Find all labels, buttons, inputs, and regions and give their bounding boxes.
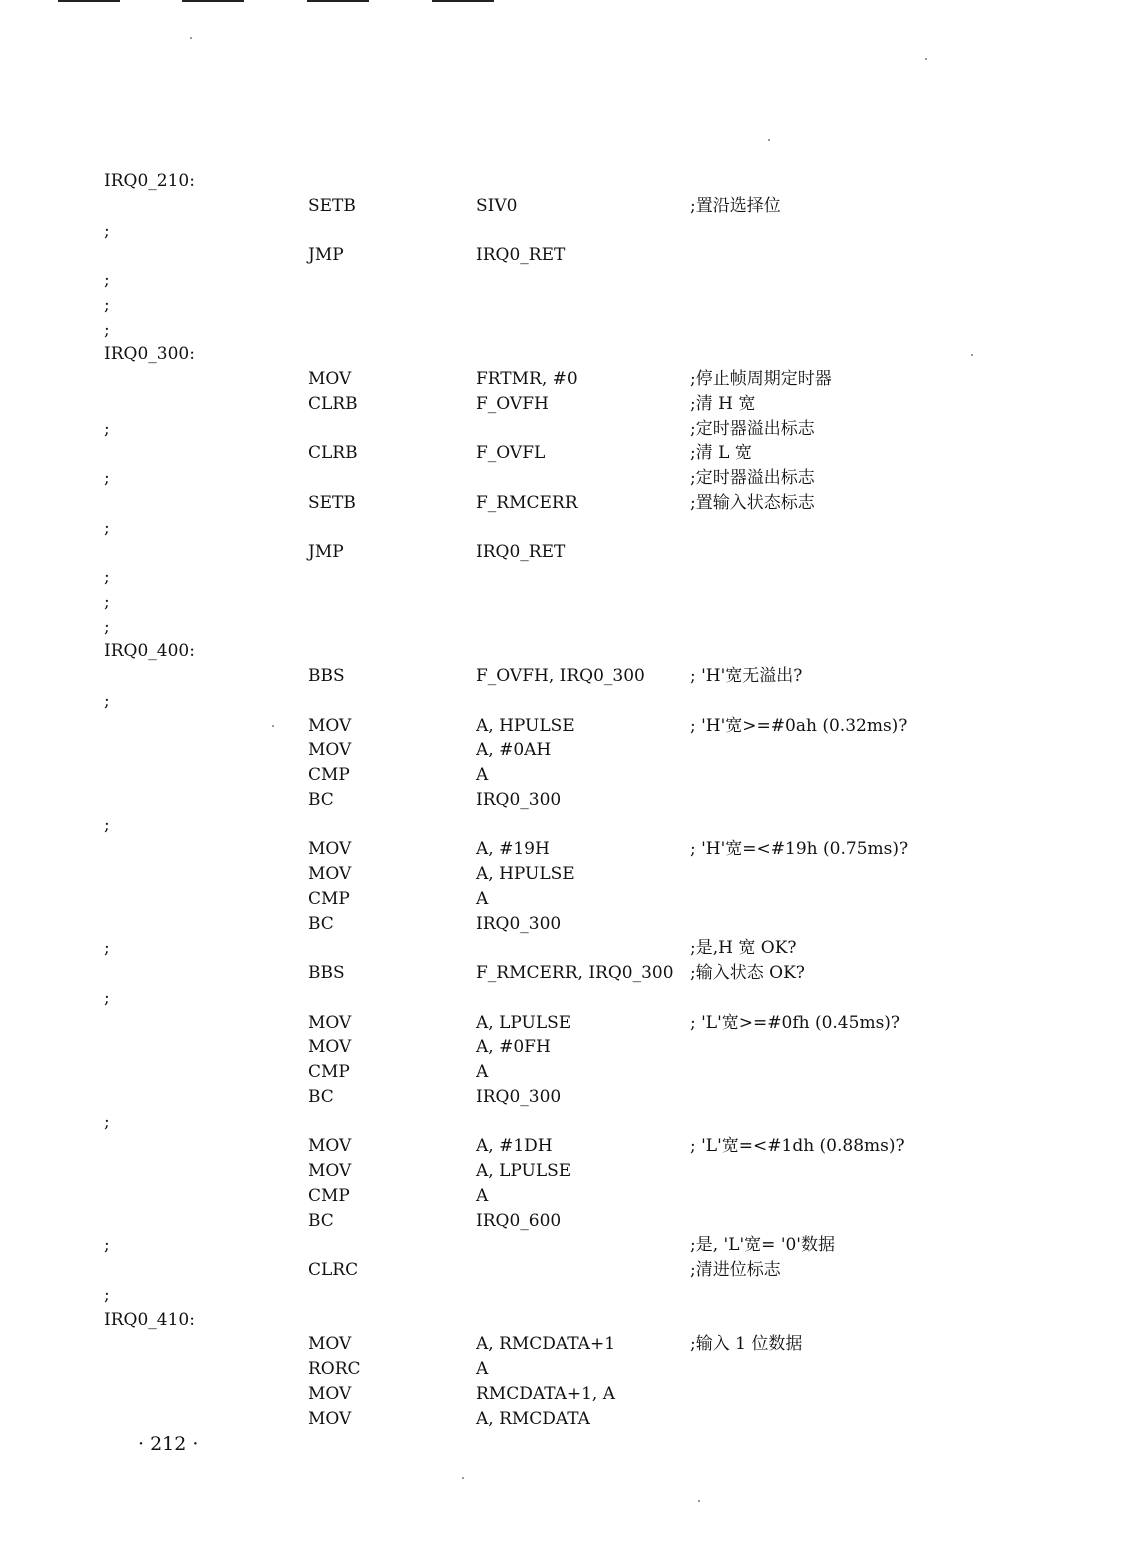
code-operand: A, HPULSE xyxy=(476,864,575,884)
code-label: ; xyxy=(104,418,110,439)
code-line xyxy=(0,639,1122,664)
code-opcode: SETB xyxy=(308,492,356,513)
header-rule xyxy=(182,0,244,2)
code-line xyxy=(0,1357,1122,1382)
code-label: ; xyxy=(104,1235,110,1256)
code-line xyxy=(0,1209,1122,1234)
code-opcode: CMP xyxy=(308,888,350,909)
code-line xyxy=(0,1085,1122,1110)
code-operand: IRQ0_300 xyxy=(476,1086,562,1107)
code-line xyxy=(0,590,1122,615)
code-line xyxy=(0,268,1122,293)
code-operand: A xyxy=(476,1062,489,1082)
code-line xyxy=(0,540,1122,565)
code-opcode: SETB xyxy=(308,195,356,216)
scan-speck xyxy=(190,37,192,39)
code-line xyxy=(0,194,1122,219)
code-line xyxy=(0,1159,1122,1184)
code-line xyxy=(0,516,1122,541)
code-comment: ;定时器溢出标志 xyxy=(690,468,815,488)
code-comment: ; 'L'宽=<#1dh (0.88ms)? xyxy=(690,1136,905,1157)
code-comment: ;置输入状态标志 xyxy=(690,492,815,513)
code-operand: A, #19H xyxy=(476,839,550,860)
code-line xyxy=(0,1332,1122,1357)
code-operand: RMCDATA+1, A xyxy=(476,1383,616,1404)
code-line xyxy=(0,491,1122,516)
code-opcode: BBS xyxy=(308,666,345,686)
code-operand: IRQ0_300 xyxy=(476,789,562,810)
code-operand: IRQ0_300 xyxy=(476,913,562,934)
header-rule xyxy=(307,0,369,2)
code-label: ; xyxy=(104,220,110,241)
code-operand: A xyxy=(476,888,489,909)
code-comment: ; 'H'宽=<#19h (0.75ms)? xyxy=(690,839,909,860)
code-comment: ;清进位标志 xyxy=(690,1260,781,1280)
code-opcode: MOV xyxy=(308,864,352,884)
code-line xyxy=(0,887,1122,912)
code-comment: ; 'H'宽>=#0ah (0.32ms)? xyxy=(690,715,908,736)
code-label: ; xyxy=(104,1111,110,1132)
scan-speck xyxy=(768,139,770,141)
code-label: ; xyxy=(104,567,110,587)
code-opcode: CMP xyxy=(308,765,350,785)
code-operand: A, RMCDATA xyxy=(476,1408,590,1429)
code-opcode: MOV xyxy=(308,740,352,761)
code-line xyxy=(0,1184,1122,1209)
code-operand: A, #0FH xyxy=(476,1037,551,1058)
page-number: · 212 · xyxy=(138,1433,199,1455)
code-line xyxy=(0,219,1122,244)
code-comment: ;清 L 宽 xyxy=(690,443,752,464)
code-line xyxy=(0,738,1122,763)
code-comment: ;停止帧周期定时器 xyxy=(690,369,832,389)
code-line xyxy=(0,441,1122,466)
code-operand: A, LPULSE xyxy=(476,1012,572,1033)
code-operand: F_RMCERR xyxy=(476,492,578,513)
code-operand: F_OVFL xyxy=(476,443,546,464)
code-line xyxy=(0,565,1122,590)
code-line xyxy=(0,615,1122,640)
code-line xyxy=(0,837,1122,862)
code-comment: ; 'H'宽无溢出? xyxy=(690,666,803,686)
code-opcode: MOV xyxy=(308,1408,352,1429)
code-line xyxy=(0,293,1122,318)
code-label: IRQ0_400: xyxy=(104,641,195,662)
code-line xyxy=(0,417,1122,442)
code-opcode: MOV xyxy=(308,1383,352,1404)
code-operand: F_OVFH, IRQ0_300 xyxy=(476,666,645,686)
scan-speck xyxy=(925,58,927,60)
code-comment: ;置沿选择位 xyxy=(690,195,781,216)
code-line xyxy=(0,912,1122,937)
code-comment: ;清 H 宽 xyxy=(690,393,756,414)
code-label: ; xyxy=(104,814,110,835)
code-comment: ;是,H 宽 OK? xyxy=(690,938,797,959)
code-operand: IRQ0_RET xyxy=(476,542,566,563)
code-label: ; xyxy=(104,270,110,290)
code-label: IRQ0_210: xyxy=(104,171,195,191)
header-rule xyxy=(432,0,494,2)
code-operand: F_OVFH xyxy=(476,393,549,414)
code-line xyxy=(0,1110,1122,1135)
code-label: ; xyxy=(104,1284,110,1305)
code-opcode: MOV xyxy=(308,1161,352,1181)
code-line xyxy=(0,862,1122,887)
code-label: ; xyxy=(104,517,110,538)
code-operand: FRTMR, #0 xyxy=(476,369,578,389)
scan-speck xyxy=(698,1500,700,1502)
code-opcode: MOV xyxy=(308,1136,352,1157)
code-line xyxy=(0,788,1122,813)
code-line xyxy=(0,936,1122,961)
code-line xyxy=(0,664,1122,689)
code-line xyxy=(0,169,1122,194)
code-operand: A xyxy=(476,1185,489,1206)
code-label: IRQ0_410: xyxy=(104,1309,195,1330)
code-operand: A xyxy=(476,765,489,785)
code-opcode: BC xyxy=(308,1086,334,1107)
code-opcode: CLRB xyxy=(308,443,358,464)
code-line xyxy=(0,1382,1122,1407)
code-opcode: JMP xyxy=(308,245,344,266)
code-opcode: BC xyxy=(308,1210,334,1231)
code-label: IRQ0_300: xyxy=(104,344,195,365)
code-comment: ;输入 1 位数据 xyxy=(690,1334,803,1355)
code-line xyxy=(0,243,1122,268)
code-opcode: BBS xyxy=(308,963,345,983)
code-opcode: CLRC xyxy=(308,1260,359,1280)
code-opcode: CMP xyxy=(308,1062,350,1082)
code-label: ; xyxy=(104,616,110,637)
code-operand: A, LPULSE xyxy=(476,1161,572,1181)
code-line xyxy=(0,813,1122,838)
code-label: ; xyxy=(104,294,110,315)
code-opcode: BC xyxy=(308,789,334,810)
code-operand: A, HPULSE xyxy=(476,715,575,736)
code-opcode: MOV xyxy=(308,369,352,389)
code-opcode: MOV xyxy=(308,1334,352,1355)
code-operand: A xyxy=(476,1359,489,1379)
code-line xyxy=(0,1011,1122,1036)
code-line xyxy=(0,342,1122,367)
code-opcode: CMP xyxy=(308,1185,350,1206)
code-operand: A, RMCDATA+1 xyxy=(476,1334,616,1355)
code-operand: IRQ0_RET xyxy=(476,245,566,266)
code-comment: ;是, 'L'宽= '0'数据 xyxy=(690,1235,835,1256)
code-label: ; xyxy=(104,319,110,340)
code-comment: ; 'L'宽>=#0fh (0.45ms)? xyxy=(690,1012,901,1033)
code-line xyxy=(0,1308,1122,1333)
code-comment: ;定时器溢出标志 xyxy=(690,418,815,439)
code-opcode: MOV xyxy=(308,1037,352,1058)
code-line xyxy=(0,961,1122,986)
code-label: ; xyxy=(104,987,110,1008)
code-label: ; xyxy=(104,468,110,488)
code-line xyxy=(0,689,1122,714)
code-line xyxy=(0,1233,1122,1258)
code-line xyxy=(0,1407,1122,1432)
code-operand: F_RMCERR, IRQ0_300 xyxy=(476,963,674,983)
code-line xyxy=(0,1035,1122,1060)
code-label: ; xyxy=(104,938,110,959)
code-operand: A, #0AH xyxy=(476,740,552,761)
code-line xyxy=(0,318,1122,343)
code-operand: SIV0 xyxy=(476,195,518,216)
code-operand: IRQ0_600 xyxy=(476,1210,562,1231)
code-label: ; xyxy=(104,690,110,711)
code-line xyxy=(0,1283,1122,1308)
code-line xyxy=(0,367,1122,392)
code-opcode: JMP xyxy=(308,542,344,563)
code-line xyxy=(0,392,1122,417)
code-opcode: MOV xyxy=(308,715,352,736)
scan-speck xyxy=(462,1477,464,1479)
code-comment: ;输入状态 OK? xyxy=(690,963,805,983)
code-label: ; xyxy=(104,591,110,612)
code-line xyxy=(0,986,1122,1011)
code-line xyxy=(0,466,1122,491)
code-opcode: MOV xyxy=(308,1012,352,1033)
code-line xyxy=(0,1258,1122,1283)
header-rule xyxy=(58,0,120,2)
code-operand: A, #1DH xyxy=(476,1136,553,1157)
code-opcode: BC xyxy=(308,913,334,934)
code-line xyxy=(0,1134,1122,1159)
code-line xyxy=(0,763,1122,788)
code-opcode: RORC xyxy=(308,1359,361,1379)
code-line xyxy=(0,714,1122,739)
code-line xyxy=(0,1060,1122,1085)
code-opcode: CLRB xyxy=(308,393,358,414)
code-opcode: MOV xyxy=(308,839,352,860)
